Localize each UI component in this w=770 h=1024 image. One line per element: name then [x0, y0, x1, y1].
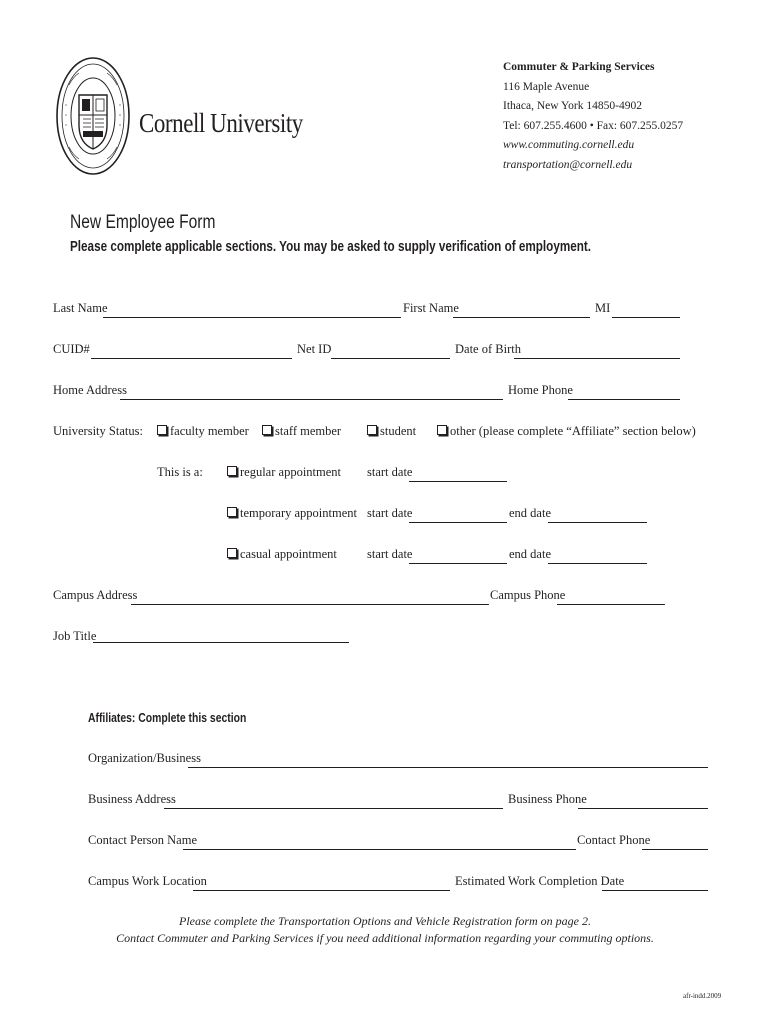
net-id-label: Net ID [297, 342, 332, 356]
contact-person-label: Contact Person Name [88, 833, 198, 847]
regular-appointment-checkbox[interactable]: regular appointment [227, 465, 341, 480]
work-location-label: Campus Work Location [88, 874, 207, 888]
casual-end-date-field[interactable] [548, 563, 647, 564]
home-phone-label: Home Phone [508, 383, 573, 397]
status-staff-checkbox[interactable]: staff member [262, 424, 341, 439]
this-is-a-label: This is a: [157, 465, 203, 479]
casual-start-date-field[interactable] [409, 563, 507, 564]
cuid-label: CUID# [53, 342, 90, 356]
home-address-field[interactable] [120, 399, 503, 400]
campus-address-field[interactable] [131, 604, 489, 605]
campus-address-label: Campus Address [53, 588, 138, 602]
checkbox-icon [437, 425, 447, 435]
status-other-checkbox[interactable]: other (please complete “Affiliate” section below) [437, 424, 696, 439]
temporary-end-date-label: end date [509, 506, 551, 520]
affiliates-heading: Affiliates: Complete this section [88, 710, 247, 725]
website-link[interactable]: www.commuting.cornell.edu [503, 139, 635, 151]
completion-date-field[interactable] [602, 890, 708, 891]
checkbox-icon [157, 425, 167, 435]
checkbox-icon [227, 466, 237, 476]
job-title-field[interactable] [93, 642, 349, 643]
organization-label: Organization/Business [88, 751, 201, 765]
home-phone-field[interactable] [568, 399, 680, 400]
form-title: New Employee Form [70, 212, 216, 233]
footer-note-line-2: Contact Commuter and Parking Services if you need additional information regarding your commuting options. [116, 931, 654, 945]
checkbox-icon [262, 425, 272, 435]
first-name-label: First Name [403, 301, 459, 315]
status-faculty-checkbox[interactable]: faculty member [157, 424, 249, 439]
checkbox-icon [227, 507, 237, 517]
checkbox-icon [367, 425, 377, 435]
cornell-seal-logo [55, 55, 131, 177]
contact-phone-label: Contact Phone [577, 833, 651, 847]
cuid-field[interactable] [91, 358, 292, 359]
form-subtitle: Please complete applicable sections. You may be asked to supply verification of employment. [70, 238, 592, 255]
form-code: afr-indd.2009 [683, 992, 722, 1000]
business-address-label: Business Address [88, 792, 176, 806]
home-address-label: Home Address [53, 383, 127, 397]
temporary-start-date-field[interactable] [409, 522, 507, 523]
organization-field[interactable] [188, 767, 708, 768]
business-phone-label: Business Phone [508, 792, 587, 806]
regular-start-date-field[interactable] [409, 481, 507, 482]
campus-phone-field[interactable] [557, 604, 665, 605]
dob-field[interactable] [514, 358, 680, 359]
casual-end-date-label: end date [509, 547, 551, 561]
casual-appointment-checkbox[interactable]: casual appointment [227, 547, 337, 562]
street-address: 116 Maple Avenue [503, 80, 590, 93]
mi-field[interactable] [612, 317, 680, 318]
checkbox-icon [227, 548, 237, 558]
casual-start-date-label: start date [367, 547, 413, 561]
job-title-label: Job Title [53, 629, 97, 643]
first-name-field[interactable] [453, 317, 590, 318]
completion-date-label: Estimated Work Completion Date [455, 874, 625, 888]
temporary-end-date-field[interactable] [548, 522, 647, 523]
last-name-label: Last Name [53, 301, 108, 315]
mi-label: MI [595, 301, 611, 315]
contact-person-field[interactable] [183, 849, 576, 850]
university-name: Cornell University [139, 108, 303, 138]
temporary-appointment-checkbox[interactable]: temporary appointment [227, 506, 357, 521]
business-phone-field[interactable] [578, 808, 708, 809]
status-student-checkbox[interactable]: student [367, 424, 416, 439]
university-status-label: University Status: [53, 424, 143, 438]
office-name: Commuter & Parking Services [503, 61, 655, 73]
temporary-start-date-label: start date [367, 506, 413, 520]
footer-note-line-1: Please complete the Transportation Options and Vehicle Registration form on page 2. [179, 914, 591, 928]
work-location-field[interactable] [193, 890, 450, 891]
city-state-zip: Ithaca, New York 14850-4902 [503, 100, 642, 112]
contact-block [503, 58, 683, 175]
phone-fax: Tel: 607.255.4600 • Fax: 607.255.0257 [503, 119, 684, 132]
regular-start-date-label: start date [367, 465, 413, 479]
net-id-field[interactable] [331, 358, 450, 359]
dob-label: Date of Birth [455, 342, 521, 356]
business-address-field[interactable] [164, 808, 503, 809]
contact-phone-field[interactable] [642, 849, 708, 850]
footer-note [0, 913, 770, 947]
email-link[interactable]: transportation@cornell.edu [503, 158, 633, 171]
last-name-field[interactable] [103, 317, 401, 318]
campus-phone-label: Campus Phone [490, 588, 566, 602]
